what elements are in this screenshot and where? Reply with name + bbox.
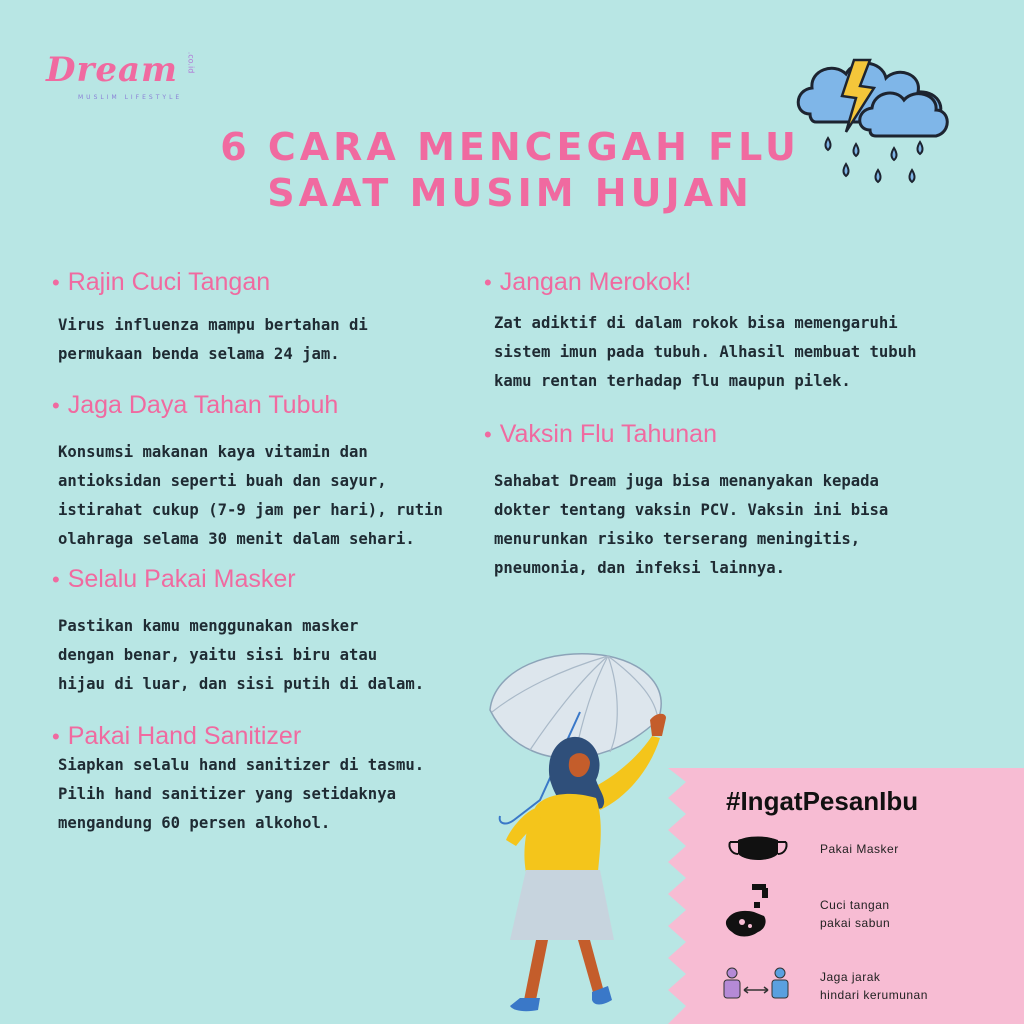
tip-4 bbox=[52, 722, 424, 838]
brand-tagline: MUSLIM LIFESTYLE bbox=[78, 94, 183, 101]
reminder-panel bbox=[668, 768, 1024, 1024]
tip-line: Pilih hand sanitizer yang setidaknya bbox=[58, 785, 396, 803]
tip-heading: Vaksin Flu Tahunan bbox=[499, 420, 717, 448]
tip-line: mengandung 60 persen alkohol. bbox=[58, 814, 331, 832]
reminder-item-3-text bbox=[820, 968, 928, 1004]
tip-line: antioksidan seperti buah dan sayur, bbox=[58, 472, 387, 490]
tip-2 bbox=[52, 391, 443, 554]
tip-line: pneumonia, dan infeksi lainnya. bbox=[494, 559, 786, 577]
tip-1 bbox=[52, 268, 368, 369]
tip-6 bbox=[484, 420, 888, 583]
tip-line: menurunkan risiko terserang meningitis, bbox=[494, 530, 861, 548]
bullet-icon: • bbox=[52, 392, 60, 418]
brand-domain: .co.id bbox=[186, 51, 196, 74]
face-mask-icon bbox=[726, 834, 790, 864]
brand-name: Dream bbox=[46, 50, 179, 90]
tip-line: dengan benar, yaitu sisi biru atau bbox=[58, 646, 378, 664]
tip-body bbox=[494, 467, 888, 583]
tip-heading: Selalu Pakai Masker bbox=[67, 565, 296, 593]
bullet-icon: • bbox=[484, 421, 492, 447]
tip-heading: Jangan Merokok! bbox=[499, 268, 692, 296]
tip-body bbox=[58, 751, 424, 838]
reminder-line: Cuci tangan bbox=[820, 898, 890, 912]
storm-cloud-icon bbox=[790, 52, 960, 192]
bullet-icon: • bbox=[484, 269, 492, 295]
hand-washing-icon bbox=[724, 882, 780, 942]
tip-line: Sahabat Dream juga bisa menanyakan kepada bbox=[494, 472, 879, 490]
woman-with-umbrella-illustration bbox=[470, 640, 690, 1024]
tip-body bbox=[58, 438, 443, 554]
tip-line: hijau di luar, dan sisi putih di dalam. bbox=[58, 675, 425, 693]
hashtag-title: #IngatPesanIbu bbox=[726, 786, 919, 816]
tip-body bbox=[494, 309, 916, 396]
page-title bbox=[200, 124, 820, 216]
tip-line: Zat adiktif di dalam rokok bisa memengaruhi bbox=[494, 314, 898, 332]
tip-heading: Rajin Cuci Tangan bbox=[67, 268, 271, 296]
reminder-item-1-text bbox=[820, 840, 899, 858]
tip-body bbox=[58, 311, 368, 369]
tip-heading: Jaga Daya Tahan Tubuh bbox=[67, 391, 339, 419]
tip-3 bbox=[52, 565, 424, 699]
tip-line: olahraga selama 30 menit dalam sehari. bbox=[58, 530, 415, 548]
tip-line: istirahat cukup (7-9 jam per hari), rutin bbox=[58, 501, 443, 519]
tip-line: Siapkan selalu hand sanitizer di tasmu. bbox=[58, 756, 425, 774]
bullet-icon: • bbox=[52, 566, 60, 592]
title-line-2: SAAT MUSIM HUJAN bbox=[267, 171, 753, 215]
tip-line: sistem imun pada tubuh. Alhasil membuat tubuh bbox=[494, 343, 917, 361]
reminder-line: pakai sabun bbox=[820, 916, 891, 930]
bullet-icon: • bbox=[52, 269, 60, 295]
brand-logo bbox=[44, 50, 194, 110]
tip-line: Virus influenza mampu bertahan di bbox=[58, 316, 368, 334]
tip-5 bbox=[484, 268, 916, 396]
tip-line: dokter tentang vaksin PCV. Vaksin ini bisa bbox=[494, 501, 889, 519]
tip-line: kamu rentan terhadap flu maupun pilek. bbox=[494, 372, 851, 390]
tip-line: Konsumsi makanan kaya vitamin dan bbox=[58, 443, 368, 461]
bullet-icon: • bbox=[52, 723, 60, 749]
reminder-item-2-text bbox=[820, 896, 890, 932]
reminder-line: Pakai Masker bbox=[820, 842, 899, 856]
title-line-1: 6 CARA MENCEGAH FLU bbox=[220, 125, 800, 169]
tip-line: Pastikan kamu menggunakan masker bbox=[58, 617, 359, 635]
reminder-line: Jaga jarak bbox=[820, 970, 881, 984]
social-distance-icon bbox=[722, 966, 792, 1000]
tip-line: permukaan benda selama 24 jam. bbox=[58, 345, 340, 363]
tip-heading: Pakai Hand Sanitizer bbox=[67, 722, 302, 750]
reminder-line: hindari kerumunan bbox=[820, 988, 928, 1002]
tip-body bbox=[58, 612, 424, 699]
